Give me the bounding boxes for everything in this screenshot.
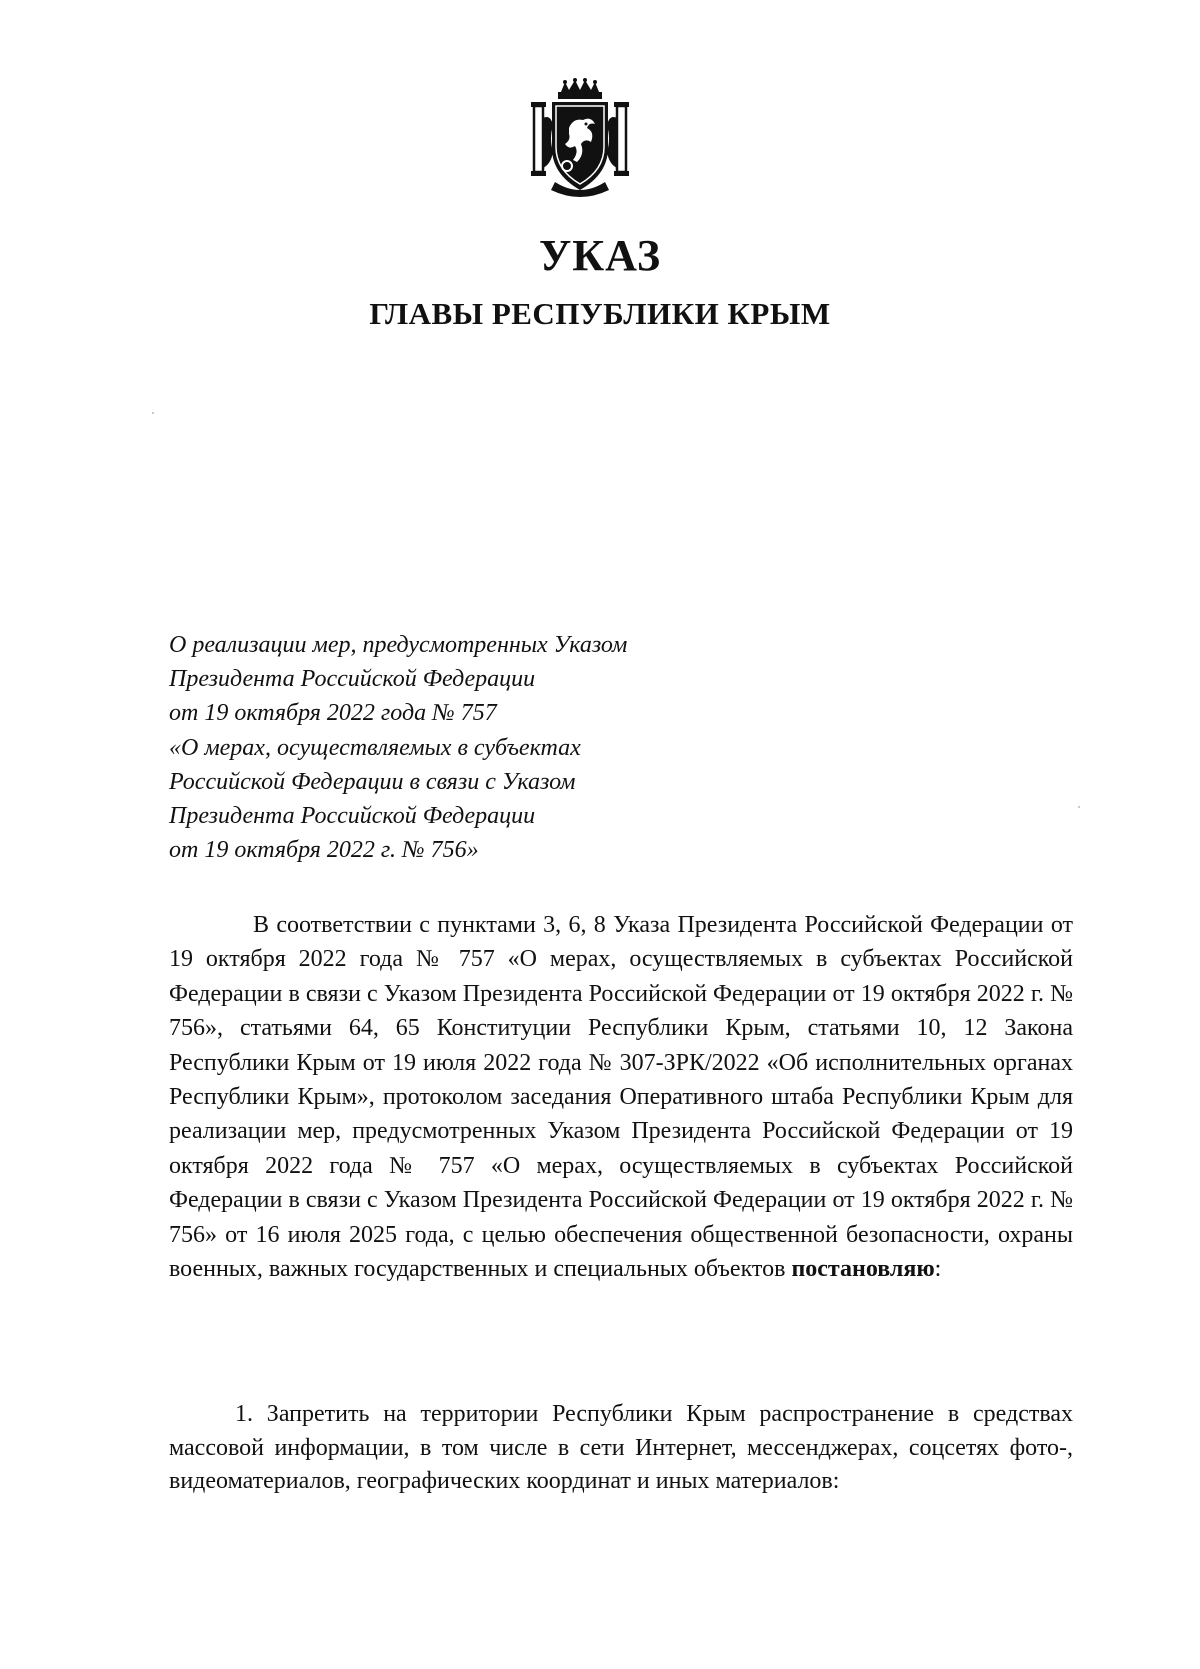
document-subtitle: ГЛАВЫ РЕСПУБЛИКИ КРЫМ [369,296,831,331]
decree-word: постановляю [791,1256,935,1283]
scan-speck [152,412,154,414]
decree-subject [169,628,789,867]
subject-line: «О мерах, осуществляемых в субъектах [169,734,581,761]
subject-line: Президента Российской Федерации [169,666,536,693]
scan-speck [1078,806,1080,808]
subject-line: Президента Российской Федерации [169,803,536,830]
crimea-coat-of-arms-icon [525,78,635,200]
subject-line: О реализации мер, предусмотренных Указом [169,632,628,658]
subject-line: от 19 октября 2022 года № 757 [169,700,497,727]
subject-line: от 19 октября 2022 г. № 756» [169,837,479,864]
preamble-text: В соответствии с пунктами 3, 6, 8 Указа Президента Российской Федерации от 19 октября 2022 года № 757 «О мерах, осуществляемых в субъектах Российской Федерации в связи с Указом Президента Российской Федерации от 19 октября 2022 г. № 756», статьями 64, 65 Конституции Республики Крым, статьями 10, 12 Закона Республики Крым от 19 июля 2022 года № 307-ЗРК/2022 «Об исполнительных органах Республики Крым», протоколом заседания Оперативного штаба Республики Крым для реализации мер, предусмотренных Указом Президента Российской Федерации от 19 октября 2022 года № 757 «О мерах, осуществляемых в субъектах Российской Федерации в связи с Указом Президента Российской Федерации от 19 октября 2022 г. № 756» от 16 июля 2025 года, с целью обеспечения общественной безопасности, охраны военных, важных государственных и специальных объектов [169,912,1073,1283]
preamble-paragraph [169,908,1073,1286]
clause-1-paragraph: 1. Запретить на территории Республики Крым распространение в средствах массовой информации, в том числе в сети Интернет, мессенджерах, соцсетях фото-, видеоматериалов, географических координат и иных материалов: [169,1401,1073,1494]
document-title: УКАЗ [538,231,662,280]
subject-line: Российской Федерации в связи с Указом [169,768,576,795]
preamble-end: : [934,1256,942,1283]
